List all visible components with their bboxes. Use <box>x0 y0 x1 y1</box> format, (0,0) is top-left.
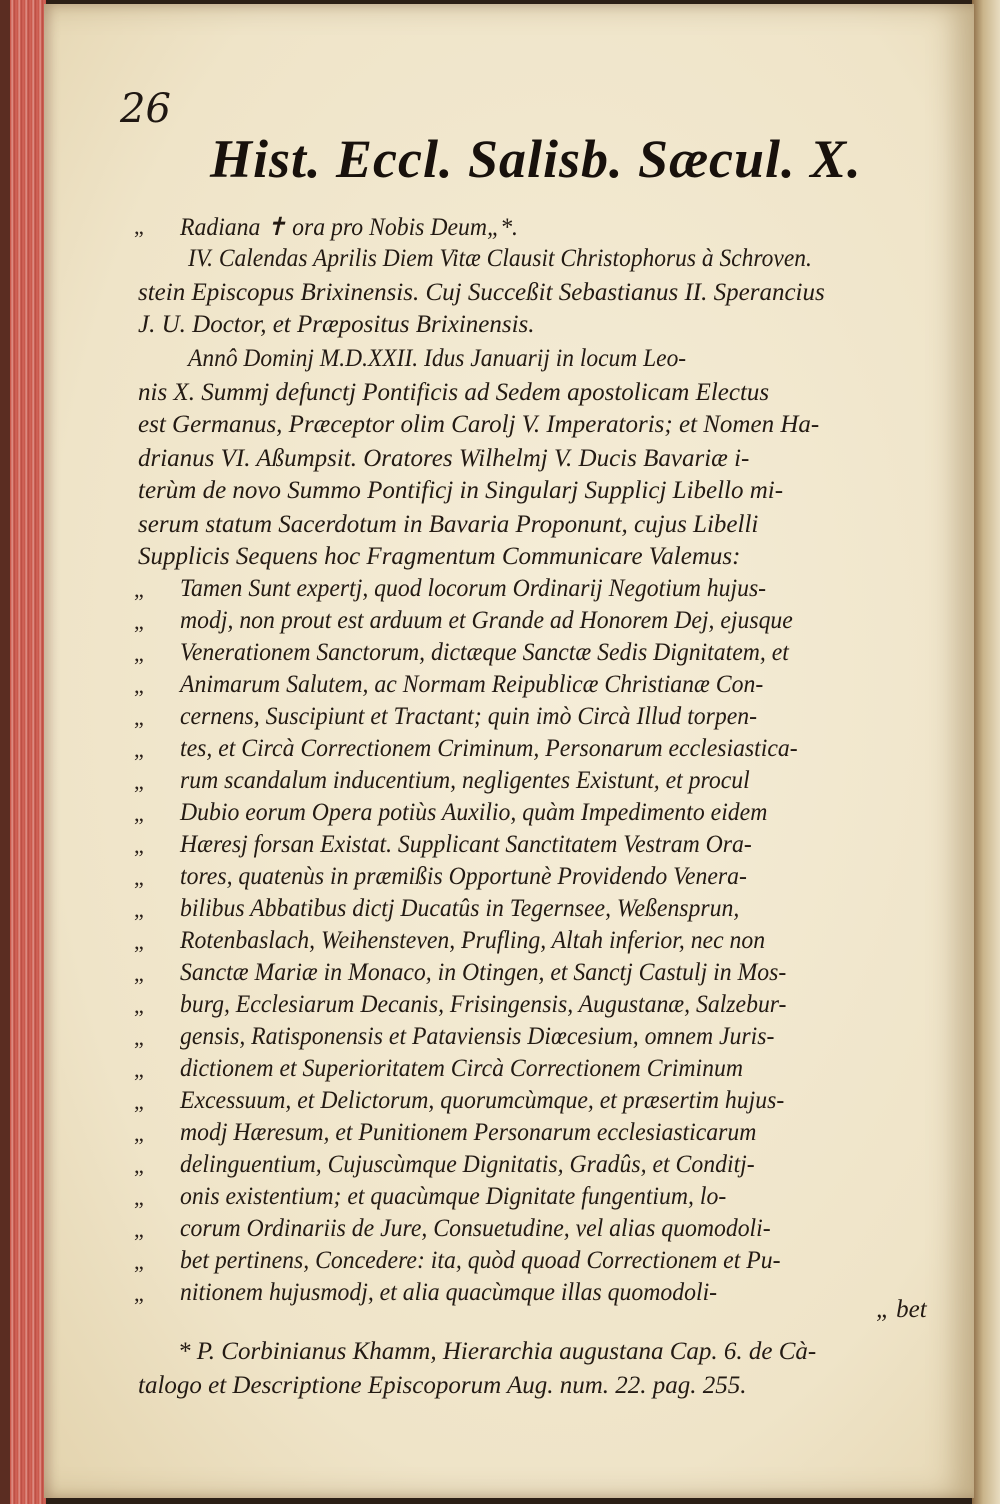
quote-mark: „ <box>134 929 144 954</box>
quote-mark: „ <box>134 673 144 698</box>
manuscript-line: Radiana ✝ ora pro Nobis Deum„*. <box>180 214 518 241</box>
manuscript-line: nitionem hujusmodj, et alia quacùmque illas quomodoli- <box>180 1279 718 1306</box>
quote-mark: „ <box>134 1185 144 1210</box>
quote-mark: „ <box>134 1089 144 1114</box>
quote-mark: „ <box>134 1025 144 1050</box>
manuscript-line: stein Episcopus Brixinensis. Cuj Succeßit Sebastianus II. Sperancius <box>138 279 825 306</box>
manuscript-line: bilibus Abbatibus dictj Ducatûs in Tegernsee, Weßensprun, <box>180 895 740 922</box>
quote-mark: „ <box>134 993 144 1018</box>
quote-mark: „ <box>134 769 144 794</box>
manuscript-line: Tamen Sunt expertj, quod locorum Ordinarij Negotium hujus- <box>180 575 767 602</box>
manuscript-line: Venerationem Sanctorum, dictæque Sanctæ Sedis Dignitatem, et <box>180 639 789 666</box>
page-number: 26 <box>120 86 171 132</box>
quote-mark: „ <box>134 609 144 634</box>
quote-mark: „ <box>134 1217 144 1242</box>
quote-mark: „ <box>134 1121 144 1146</box>
manuscript-line: gensis, Ratisponensis et Pataviensis Diœcesium, omnem Juris- <box>180 1023 775 1050</box>
manuscript-line: tes, et Circà Correctionem Criminum, Personarum ecclesiastica- <box>180 735 798 762</box>
manuscript-line: Dubio eorum Opera potiùs Auxilio, quàm Impedimento eidem <box>180 799 768 826</box>
quote-mark: „ <box>134 1057 144 1082</box>
manuscript-line: Hæresj forsan Existat. Supplicant Sanctitatem Vestram Ora- <box>180 831 752 858</box>
running-title: Hist. Eccl. Salisb. Sæcul. X. <box>210 129 862 189</box>
catchword: „ bet <box>876 1296 927 1323</box>
manuscript-line: nis X. Summj defunctj Pontificis ad Sedem apostolicam Electus <box>138 379 770 406</box>
manuscript-line: est Germanus, Præceptor olim Carolj V. Imperatoris; et Nomen Ha- <box>138 411 820 438</box>
book-cover-edge <box>0 0 10 1504</box>
footnote-line: * P. Corbinianus Khamm, Hierarchia augustana Cap. 6. de Cà- <box>178 1338 817 1365</box>
quote-mark: „ <box>134 961 144 986</box>
quote-mark: „ <box>134 737 144 762</box>
manuscript-line: modj, non prout est arduum et Grande ad Honorem Dej, ejusque <box>180 607 793 634</box>
quote-mark: „ <box>134 833 144 858</box>
quote-mark: „ <box>134 865 144 890</box>
manuscript-line: dictionem et Superioritatem Circà Correctionem Criminum <box>180 1055 743 1082</box>
quote-mark: „ <box>134 897 144 922</box>
manuscript-line: serum statum Sacerdotum in Bavaria Proponunt, cujus Libelli <box>138 511 759 538</box>
manuscript-line: Annô Dominj M.D.XXII. Idus Januarij in locum Leo- <box>188 345 687 372</box>
quote-mark: „ <box>134 214 144 239</box>
quote-mark: „ <box>134 705 144 730</box>
manuscript-line: cernens, Suscipiunt et Tractant; quin imò Circà Illud torpen- <box>180 703 758 730</box>
manuscript-line: Supplicis Sequens hoc Fragmentum Communicare Valemus: <box>138 543 741 570</box>
manuscript-line: corum Ordinariis de Jure, Consuetudine, vel alias quomodoli- <box>180 1215 771 1242</box>
manuscript-line: modj Hæresum, et Punitionem Personarum ecclesiasticarum <box>180 1119 757 1146</box>
manuscript-line: terùm de novo Summo Pontificj in Singularj Supplicj Libello mi- <box>138 477 784 504</box>
manuscript-line: Rotenbaslach, Weihensteven, Prufling, Altah inferior, nec non <box>180 927 766 954</box>
quote-mark: „ <box>134 1153 144 1178</box>
quote-mark: „ <box>134 641 144 666</box>
manuscript-line: Sanctæ Mariæ in Monaco, in Otingen, et Sanctj Castulj in Mos- <box>180 959 787 986</box>
quote-mark: „ <box>134 1249 144 1274</box>
manuscript-line: tores, quatenùs in præmißis Opportunè Providendo Venera- <box>180 863 747 890</box>
manuscript-line: IV. Calendas Aprilis Diem Vitæ Clausit Christophorus à Schroven. <box>188 245 812 272</box>
manuscript-line: drianus VI. Aßumpsit. Oratores Wilhelmj V. Ducis Bavariæ i- <box>138 445 750 472</box>
manuscript-line: burg, Ecclesiarum Decanis, Frisingensis, Augustanæ, Salzebur- <box>180 991 787 1018</box>
manuscript-line: delinguentium, Cujuscùmque Dignitatis, Gradûs, et Conditj- <box>180 1151 755 1178</box>
manuscript-line: rum scandalum inducentium, negligentes Existunt, et procul <box>180 767 750 794</box>
quote-mark: „ <box>134 801 144 826</box>
manuscript-line: onis existentium; et quacùmque Dignitate fungentium, lo- <box>180 1183 727 1210</box>
footnote-line: talogo et Descriptione Episcoporum Aug. num. 22. pag. 255. <box>138 1372 747 1399</box>
quote-mark: „ <box>134 577 144 602</box>
manuscript-line: Excessuum, et Delictorum, quorumcùmque, et præsertim hujus- <box>180 1087 785 1114</box>
manuscript-line: bet pertinens, Concedere: ita, quòd quoad Correctionem et Pu- <box>180 1247 781 1274</box>
manuscript-line: Animarum Salutem, ac Normam Reipublicæ Christianæ Con- <box>180 671 764 698</box>
quote-mark: „ <box>134 1281 144 1306</box>
manuscript-line: J. U. Doctor, et Præpositus Brixinensis. <box>138 311 535 338</box>
facing-page-edge <box>972 0 1000 1504</box>
